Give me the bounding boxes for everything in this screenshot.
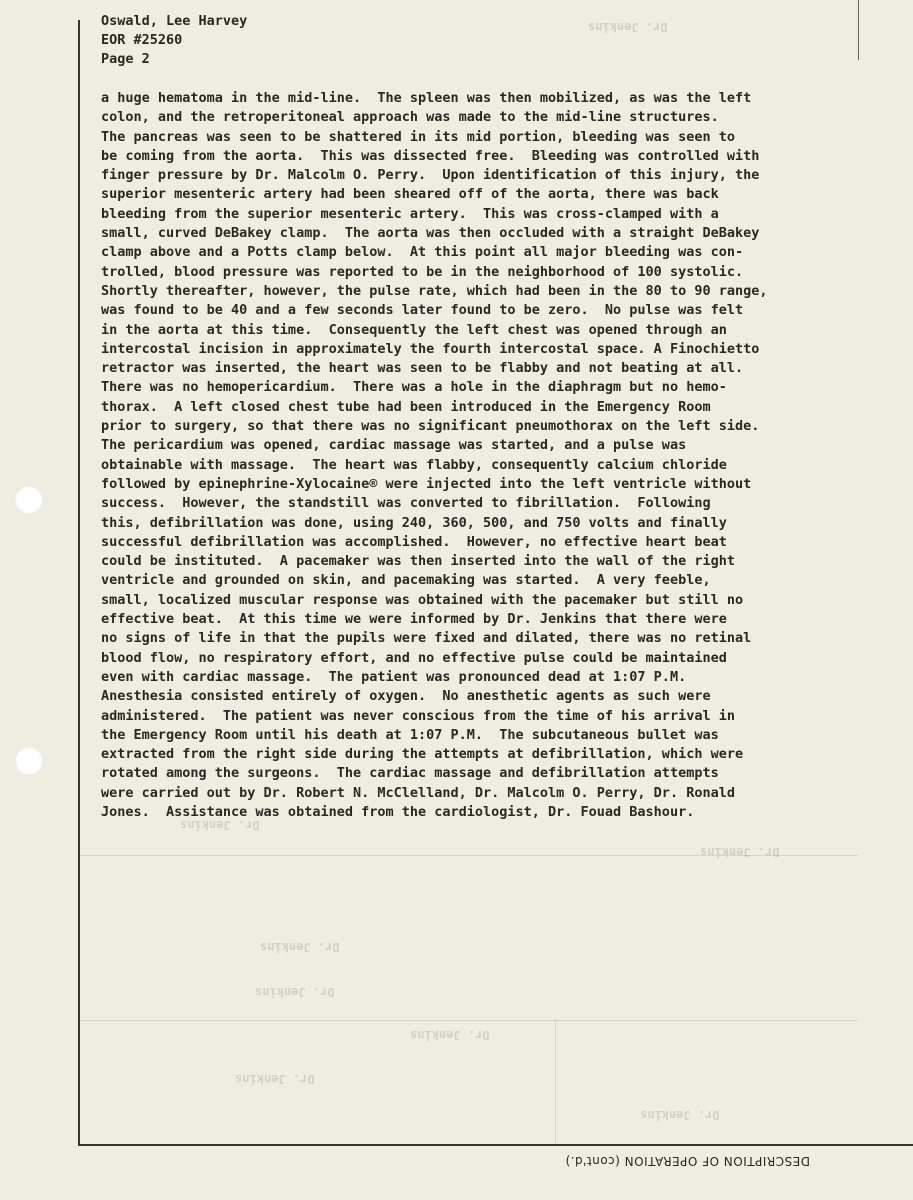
- text-line: blood flow, no respiratory effort, and no effective pulse could be maintained: [101, 649, 727, 666]
- text-line: retractor was inserted, the heart was seen to be flabby and not beating at all.: [101, 360, 744, 377]
- text-line: colon, and the retroperitoneal approach was made to the mid-line structures.: [101, 109, 719, 126]
- text-line: this, defibrillation was done, using 240, 360, 500, and 750 volts and finally: [101, 514, 727, 531]
- text-line: rotated among the surgeons. The cardiac massage and defibrillation attempts: [101, 765, 719, 782]
- bleed-through-text: Dr. Jenkins: [700, 845, 780, 859]
- text-line: followed by epinephrine-Xylocaine® were injected into the left ventricle without: [101, 475, 752, 492]
- text-line: The pancreas was seen to be shattered in its mid portion, bleeding was seen to: [101, 128, 735, 145]
- text-line: be coming from the aorta. This was dissected free. Bleeding was controlled with: [101, 147, 760, 164]
- punch-hole: [15, 747, 43, 775]
- bleed-through-text: Dr. Jenkins: [410, 1028, 490, 1042]
- bleed-through-rule: [80, 1020, 858, 1021]
- text-line: extracted from the right side during the attempts at defibrillation, which were: [101, 746, 744, 763]
- patient-name: Oswald, Lee Harvey: [101, 13, 248, 29]
- text-line: could be instituted. A pacemaker was then inserted into the wall of the right: [101, 553, 735, 570]
- text-line: obtainable with massage. The heart was flabby, consequently calcium chloride: [101, 456, 727, 473]
- text-line: successful defibrillation was accomplished. However, no effective heart beat: [101, 533, 727, 550]
- punch-hole: [15, 486, 43, 514]
- operation-description-body: [101, 89, 861, 822]
- form-border-right: [858, 0, 859, 60]
- text-line: even with cardiac massage. The patient was pronounced dead at 1:07 P.M.: [101, 668, 687, 685]
- text-line: in the aorta at this time. Consequently the left chest was opened through an: [101, 321, 727, 338]
- text-line: no signs of life in that the pupils were fixed and dilated, there was no retinal: [101, 630, 752, 647]
- text-line: superior mesenteric artery had been sheared off of the aorta, there was back: [101, 186, 719, 203]
- text-line: Jones. Assistance was obtained from the cardiologist, Dr. Fouad Bashour.: [101, 803, 695, 820]
- bleed-through-text: Dr. Jenkins: [255, 985, 335, 999]
- text-line: ventricle and grounded on skin, and pacemaking was started. A very feeble,: [101, 572, 711, 589]
- text-line: finger pressure by Dr. Malcolm O. Perry. Upon identification of this injury, the: [101, 167, 760, 184]
- bleed-through-text: Dr. Jenkins: [235, 1072, 315, 1086]
- bleed-through-text: Dr. Jenkins: [588, 20, 668, 34]
- bleed-through-text: Dr. Jenkins: [260, 940, 340, 954]
- page-number: Page 2: [101, 51, 150, 67]
- text-line: were carried out by Dr. Robert N. McClelland, Dr. Malcolm O. Perry, Dr. Ronald: [101, 784, 735, 801]
- text-line: bleeding from the superior mesenteric artery. This was cross-clamped with a: [101, 205, 719, 222]
- text-line: administered. The patient was never conscious from the time of his arrival in: [101, 707, 735, 724]
- bleed-through-text: Dr. Jenkins: [180, 818, 260, 832]
- form-section-label: DESCRIPTION OF OPERATION (cont'd.): [565, 1154, 811, 1168]
- text-line: small, localized muscular response was obtained with the pacemaker but still no: [101, 591, 744, 608]
- text-line: the Emergency Room until his death at 1:07 P.M. The subcutaneous bullet was: [101, 726, 719, 743]
- text-line: clamp above and a Potts clamp below. At this point all major bleeding was con-: [101, 244, 744, 261]
- bleed-through-text: Dr. Jenkins: [640, 1108, 720, 1122]
- text-line: success. However, the standstill was converted to fibrillation. Following: [101, 495, 711, 512]
- bleed-through-rule: [80, 855, 858, 856]
- text-line: There was no hemopericardium. There was a hole in the diaphragm but no hemo-: [101, 379, 727, 396]
- text-line: Anesthesia consisted entirely of oxygen. No anesthetic agents as such were: [101, 688, 711, 705]
- text-line: was found to be 40 and a few seconds later found to be zero. No pulse was felt: [101, 302, 744, 319]
- text-line: effective beat. At this time we were informed by Dr. Jenkins that there were: [101, 611, 727, 628]
- text-line: thorax. A left closed chest tube had been introduced in the Emergency Room: [101, 398, 711, 415]
- record-header: [101, 12, 247, 69]
- text-line: The pericardium was opened, cardiac massage was started, and a pulse was: [101, 437, 687, 454]
- record-number: EOR #25260: [101, 32, 183, 48]
- text-line: a huge hematoma in the mid-line. The spleen was then mobilized, as was the left: [101, 90, 752, 106]
- bleed-through-rule: [555, 1020, 556, 1144]
- text-line: Shortly thereafter, however, the pulse rate, which had been in the 80 to 90 range,: [101, 282, 768, 299]
- text-line: small, curved DeBakey clamp. The aorta was then occluded with a straight DeBakey: [101, 225, 760, 242]
- text-line: prior to surgery, so that there was no significant pneumothorax on the left side.: [101, 418, 760, 435]
- form-border-left: [78, 20, 80, 1145]
- form-border-bottom: [78, 1144, 913, 1146]
- text-line: intercostal incision in approximately the fourth intercostal space. A Finochietto: [101, 340, 760, 357]
- text-line: trolled, blood pressure was reported to be in the neighborhood of 100 systolic.: [101, 263, 744, 280]
